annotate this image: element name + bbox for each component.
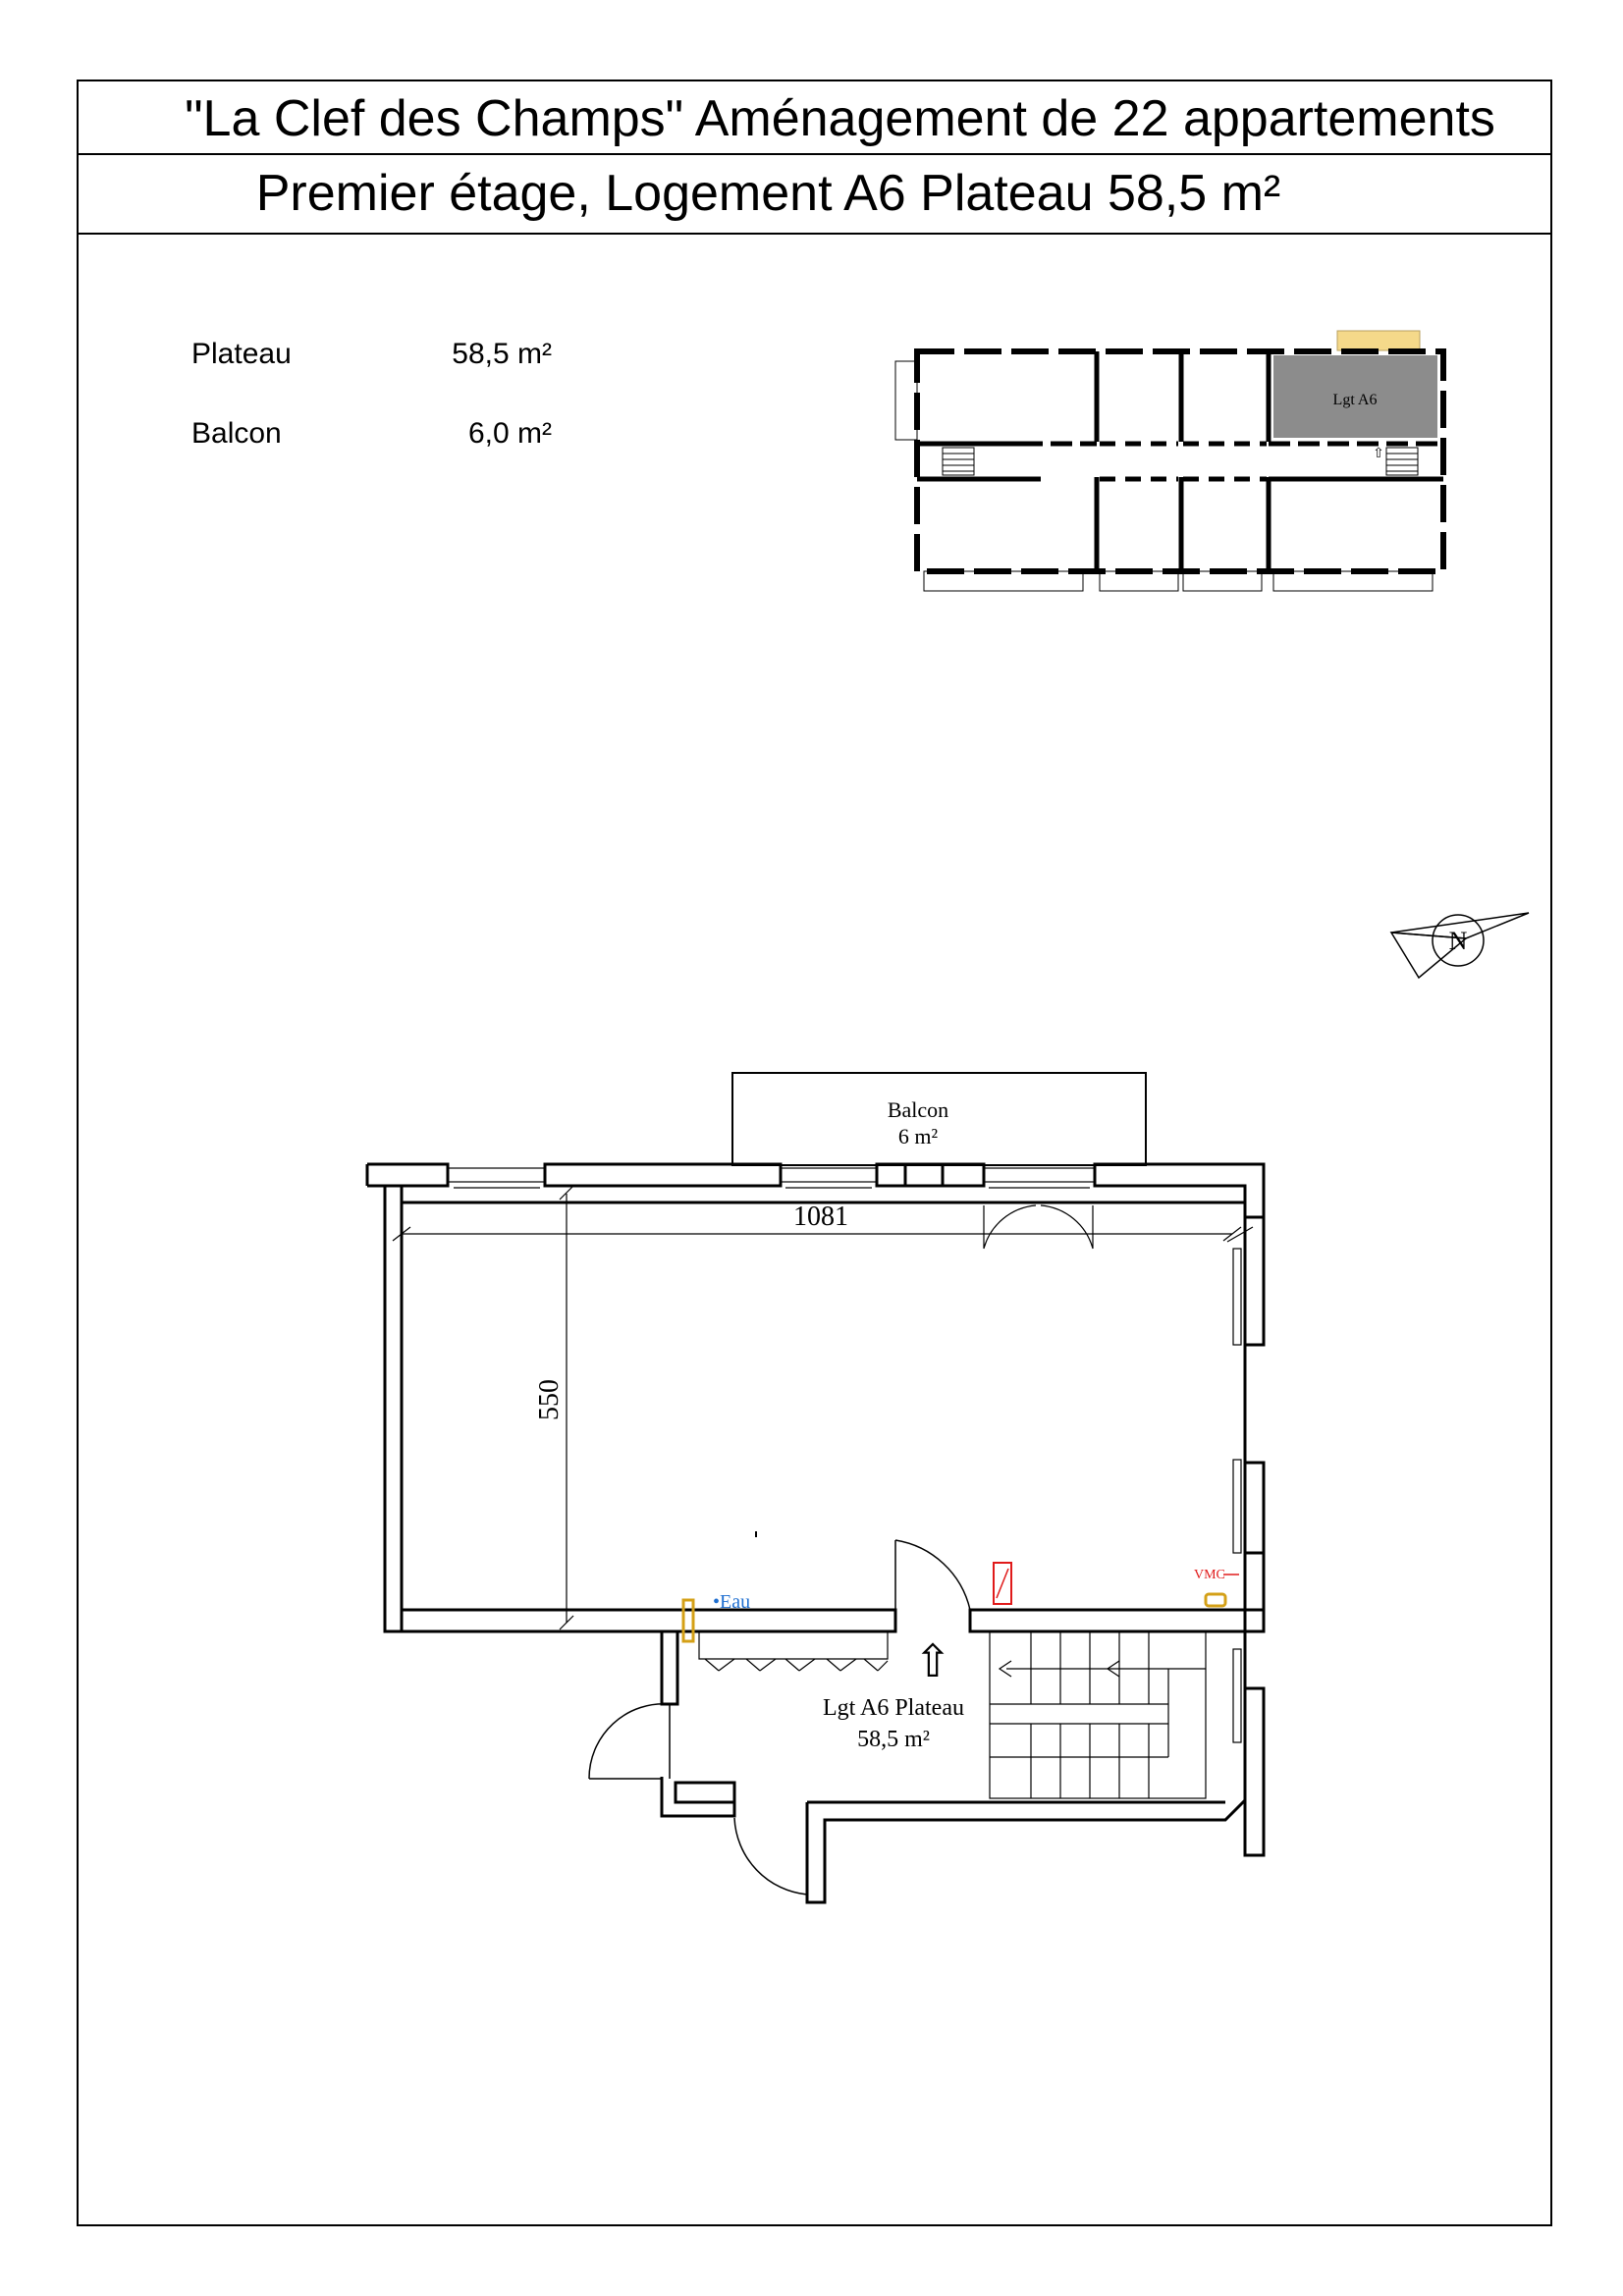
- water-fixture: [683, 1600, 693, 1641]
- water-label: •Eau: [713, 1591, 751, 1613]
- area-value-plateau: 58,5 m²: [452, 338, 552, 370]
- vmc-label: VMC: [1194, 1568, 1225, 1582]
- project-title: "La Clef des Champs" Aménagement de 22 appartements: [185, 90, 1495, 147]
- unit-area: 58,5 m²: [857, 1727, 930, 1752]
- area-value-balcon: 6,0 m²: [467, 417, 552, 450]
- balcony-area: 6 m²: [897, 1124, 939, 1148]
- balcony-name: Balcon: [887, 1097, 949, 1122]
- area-label-plateau: Plateau: [191, 338, 292, 370]
- unit-name: Lgt A6 Plateau: [823, 1695, 964, 1721]
- floor-plan: [367, 1073, 1264, 1902]
- key-plan-unit-label: Lgt A6: [1332, 392, 1378, 408]
- entry-arrow-icon: ⇧: [913, 1636, 952, 1686]
- vmc-fixture: [1206, 1594, 1225, 1606]
- sheet-title: Premier étage, Logement A6 Plateau 58,5 m²: [255, 165, 1281, 222]
- key-plan-arrow-icon: ⇧: [1373, 447, 1384, 461]
- key-plan: [895, 331, 1443, 591]
- dimension-depth: 550: [534, 1379, 565, 1420]
- area-label-balcon: Balcon: [191, 417, 282, 450]
- svg-text:N: N: [1448, 927, 1468, 955]
- key-plan-accent: [1337, 331, 1420, 350]
- dimension-width: 1081: [793, 1201, 848, 1232]
- north-arrow-icon: [1391, 913, 1529, 978]
